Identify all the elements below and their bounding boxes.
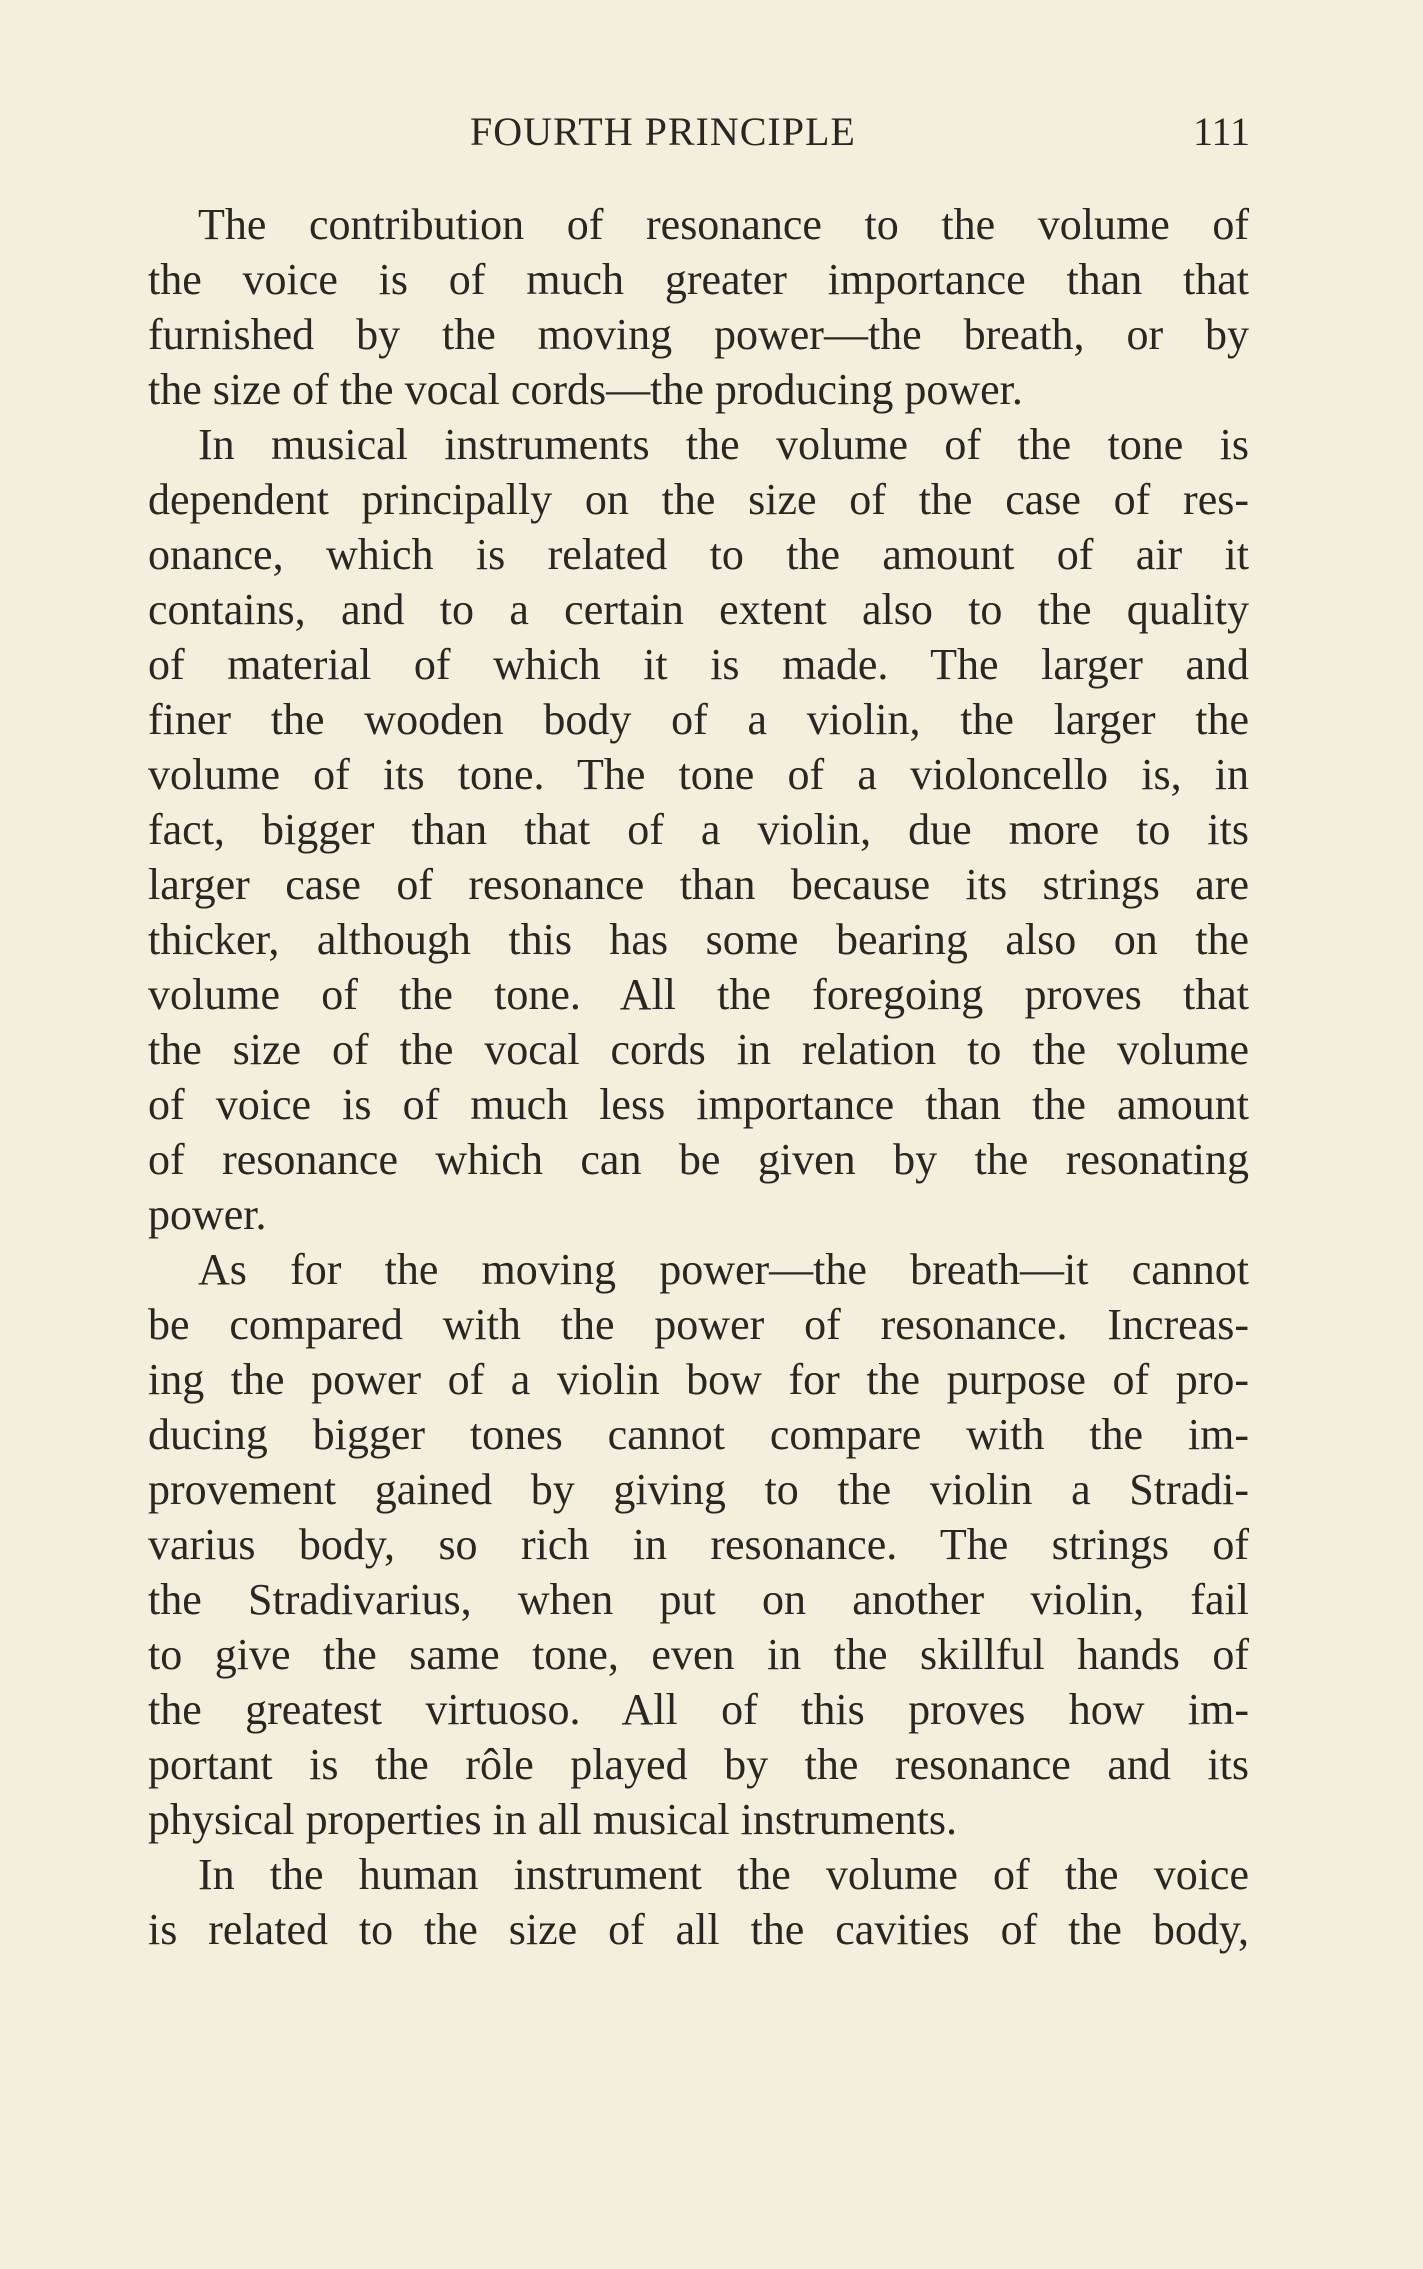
text-line: be compared with the power of resonance. Increas- (148, 1300, 1249, 1349)
text-line: the size of the vocal cords—the producing power. (148, 365, 1023, 414)
text-line: physical properties in all musical instruments. (148, 1795, 957, 1844)
body-text (148, 197, 1249, 1957)
text-line: contains, and to a certain extent also to the quality (148, 585, 1249, 634)
text-line: ducing bigger tones cannot compare with the im- (148, 1410, 1249, 1459)
page-number: 111 (1192, 109, 1250, 154)
text-line: the size of the vocal cords in relation to the volume (148, 1025, 1249, 1074)
running-head (150, 108, 1250, 158)
text-line: the voice is of much greater importance than that (148, 255, 1249, 304)
text-line: onance, which is related to the amount of air it (148, 530, 1249, 579)
text-line: finer the wooden body of a violin, the larger the (148, 695, 1249, 744)
text-line: of resonance which can be given by the resonating (148, 1135, 1249, 1184)
chapter-title: FOURTH PRINCIPLE (470, 109, 856, 154)
paragraph (148, 1847, 1249, 1957)
text-line: thicker, although this has some bearing also on the (148, 915, 1249, 964)
text-line: The contribution of resonance to the volume of (198, 200, 1249, 249)
text-line: volume of its tone. The tone of a violoncello is, in (148, 750, 1249, 799)
text-line: dependent principally on the size of the case of res- (148, 475, 1249, 524)
text-line: fact, bigger than that of a violin, due more to its (148, 805, 1249, 854)
text-line: As for the moving power—the breath—it cannot (198, 1245, 1249, 1294)
text-line: ing the power of a violin bow for the purpose of pro- (148, 1355, 1249, 1404)
text-line: the Stradivarius, when put on another violin, fail (148, 1575, 1249, 1624)
paragraph (148, 197, 1249, 417)
text-line: In musical instruments the volume of the tone is (198, 420, 1249, 469)
text-line: the greatest virtuoso. All of this proves how im- (148, 1685, 1249, 1734)
text-line: volume of the tone. All the foregoing proves that (148, 970, 1249, 1019)
text-line: of material of which it is made. The larger and (148, 640, 1249, 689)
text-line: provement gained by giving to the violin a Stradi- (148, 1465, 1249, 1514)
text-line: furnished by the moving power—the breath, or by (148, 310, 1249, 359)
text-line: larger case of resonance than because its strings are (148, 860, 1249, 909)
text-line: In the human instrument the volume of the voice (198, 1850, 1249, 1899)
text-line: power. (148, 1190, 267, 1239)
text-line: varius body, so rich in resonance. The strings of (148, 1520, 1249, 1569)
paragraph (148, 417, 1249, 1242)
text-line: portant is the rôle played by the resonance and its (148, 1740, 1249, 1789)
text-line: to give the same tone, even in the skillful hands of (148, 1630, 1249, 1679)
paragraph (148, 1242, 1249, 1847)
text-line: of voice is of much less importance than the amount (148, 1080, 1249, 1129)
text-line: is related to the size of all the cavities of the body, (148, 1905, 1249, 1954)
